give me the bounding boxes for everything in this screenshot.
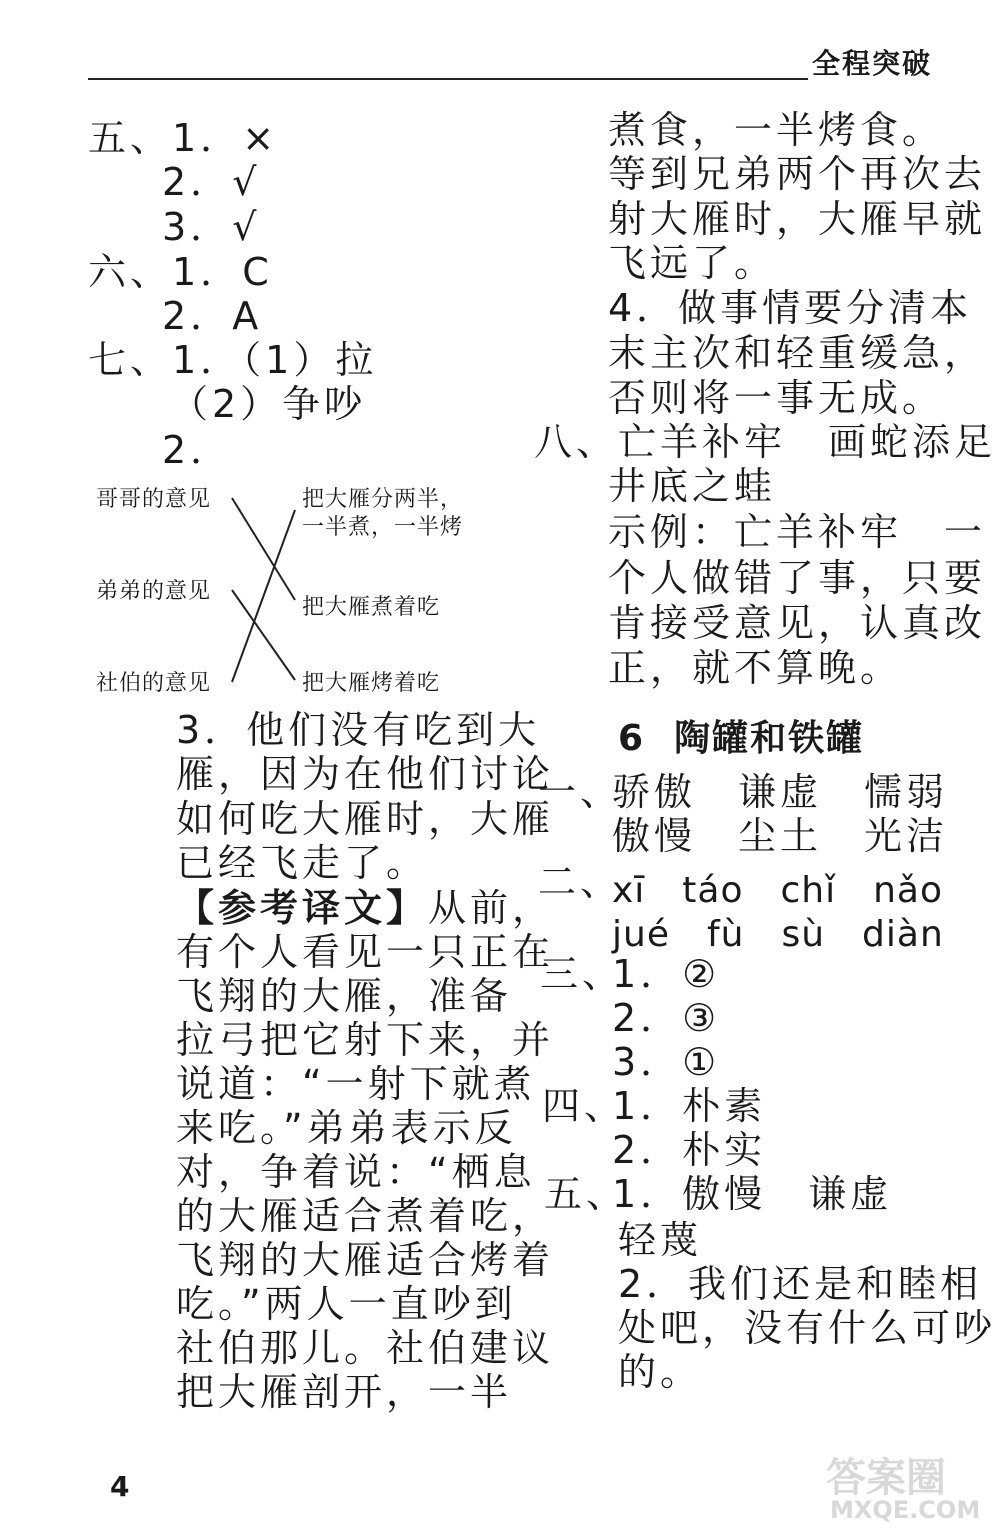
- wu-item: 轻蔑: [618, 1218, 703, 1262]
- section-five-line3: 3．√: [162, 205, 261, 249]
- section-five-line1: 五、1．×: [88, 116, 279, 160]
- wu-item: 的。: [618, 1350, 703, 1394]
- ref-line: 飞翔的大雁，准备: [176, 974, 513, 1018]
- section-seven-q1b: （2）争吵: [170, 382, 367, 426]
- q3-line: 如何吃大雁时，大雁: [176, 797, 555, 841]
- q4-line: 否则将一事无成。: [608, 376, 945, 420]
- match-line: [232, 510, 295, 682]
- wu-item: 1．傲慢 谦虚: [612, 1172, 893, 1216]
- watermark-logo: 答案圈: [826, 1455, 946, 1501]
- section-seven-q1: 七、1．（1）拉: [88, 338, 378, 382]
- wu-item: 2．我们还是和睦相: [618, 1262, 983, 1306]
- san-item: 1．②: [612, 952, 721, 996]
- section-six-line1: 六、1．C: [88, 250, 273, 294]
- diagram-right-item: 把大雁烤着吃: [302, 671, 441, 696]
- example-line: 示例：亡羊补牢 一: [608, 510, 987, 554]
- san-label: 三、: [540, 952, 625, 996]
- diagram-left-item: 社伯的意见: [96, 671, 212, 696]
- ref-line: 拉弓把它射下来，并: [176, 1018, 555, 1062]
- diagram-right-item: 一半煮，一半烤: [302, 515, 464, 540]
- example-line: 个人做错了事，只要: [608, 556, 987, 600]
- ref-line: 把大雁剖开，一半: [176, 1370, 513, 1414]
- ref-heading: 【参考译文】从前，: [176, 886, 555, 930]
- q3-line: 雁，因为在他们讨论: [176, 752, 555, 796]
- cont-line: 煮食，一半烤食。: [608, 108, 945, 152]
- diagram-right-item: 把大雁分两半，: [302, 487, 464, 512]
- q4-line: 4．做事情要分清本: [608, 286, 973, 330]
- wu-item: 处吧，没有什么可吵: [618, 1306, 997, 1350]
- ref-line: 的大雁适合煮着吃，: [176, 1194, 555, 1238]
- example-line: 肯接受意见，认真改: [608, 601, 987, 645]
- ref-line: 吃。”两人一直吵到: [176, 1282, 517, 1326]
- ref-line: 飞翔的大雁适合烤着: [176, 1238, 555, 1282]
- yi-label: 一、: [538, 770, 623, 814]
- section-five-line2: 2．√: [162, 160, 261, 204]
- ref-line: 社伯那儿。社伯建议: [176, 1326, 555, 1370]
- wu-label: 五、: [544, 1172, 629, 1216]
- si-item: 2．朴实: [612, 1128, 767, 1172]
- ref-line: 有个人看见一只正在: [176, 930, 555, 974]
- pinyin-row: jué fù sù diàn: [612, 914, 944, 955]
- cont-line: 等到兄弟两个再次去: [608, 152, 987, 196]
- diagram-left-item: 弟弟的意见: [96, 579, 212, 604]
- pinyin-row: xī táo chǐ nǎo: [612, 870, 944, 911]
- ref-line: 对，争着说：“栖息: [176, 1150, 536, 1194]
- page-number: 4: [110, 1470, 130, 1503]
- watermark-site: MXQE.COM: [830, 1496, 981, 1524]
- q4-line: 末主次和轻重缓急，: [608, 331, 987, 375]
- ref-line: 说道：“一射下就煮: [176, 1062, 536, 1106]
- q3-line: 3．他们没有吃到大: [176, 708, 541, 752]
- diagram-right-item: 把大雁煮着吃: [302, 595, 441, 620]
- san-item: 3．①: [612, 1040, 721, 1084]
- ref-line: 来吃。”弟弟表示反: [176, 1106, 517, 1150]
- er-label: 二、: [538, 860, 623, 904]
- si-item: 1．朴素: [612, 1084, 767, 1128]
- section-seven-q2: 2．: [162, 428, 233, 472]
- match-line: [232, 590, 295, 680]
- section-six-line2: 2．A: [162, 294, 263, 338]
- header-title: 全程突破: [811, 47, 932, 80]
- cont-line: 飞远了。: [608, 241, 777, 285]
- cont-line: 射大雁时，大雁早就: [608, 197, 987, 241]
- match-line: [232, 498, 295, 600]
- q3-line: 已经飞走了。: [176, 841, 429, 885]
- lesson-title: 6 陶罐和铁罐: [618, 718, 865, 759]
- example-line: 正，就不算晚。: [608, 646, 903, 690]
- yi-row: 傲慢 尘土 光洁: [612, 814, 949, 858]
- san-item: 2．③: [612, 996, 721, 1040]
- diagram-left-item: 哥哥的意见: [96, 487, 212, 512]
- section-eight-line2: 井底之蛙: [608, 464, 777, 508]
- section-eight-line1: 八、亡羊补牢 画蛇添足: [534, 420, 997, 464]
- yi-row: 骄傲 谦虚 懦弱: [612, 770, 949, 814]
- si-label: 四、: [542, 1084, 627, 1128]
